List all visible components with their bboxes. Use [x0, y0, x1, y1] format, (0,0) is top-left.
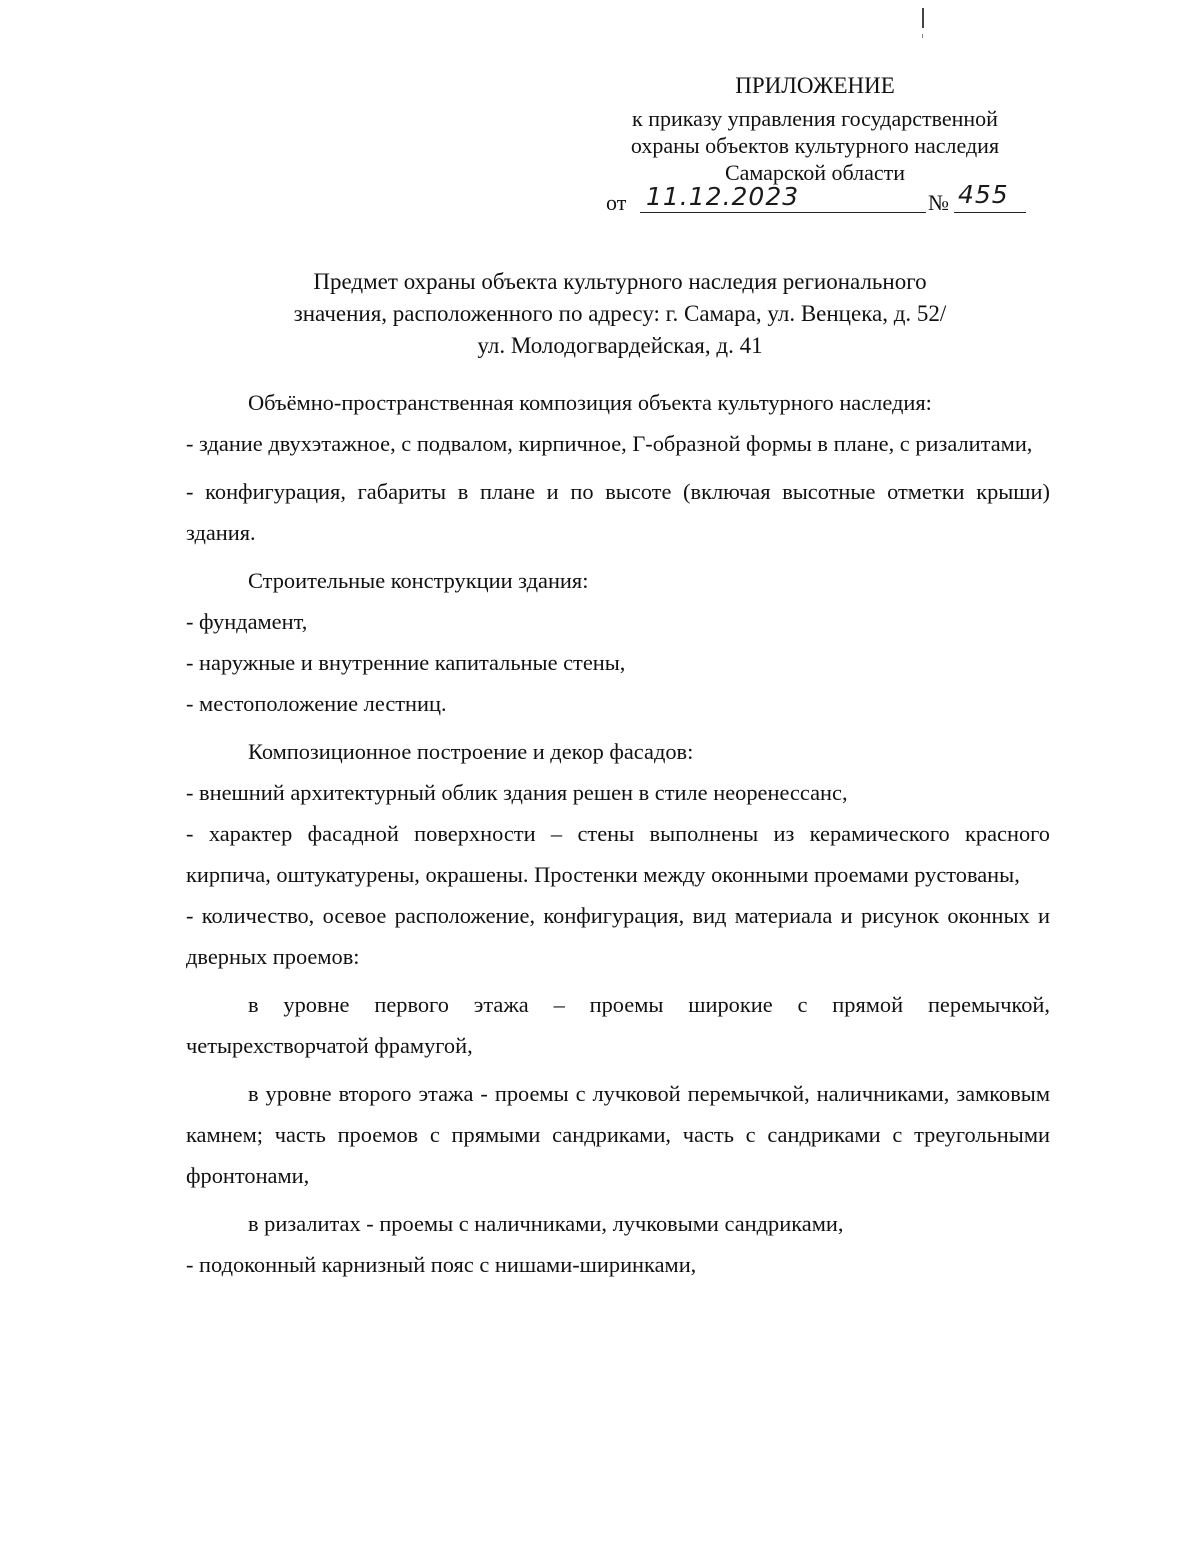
- appendix-subtitle: [600, 105, 1030, 186]
- appendix-line-2: охраны объектов культурного наследия: [630, 133, 1000, 158]
- document-body: [186, 382, 1050, 1285]
- appendix-line-1: к приказу управления государственной: [632, 106, 998, 131]
- title-line-3: ул. Молодогвардейская, д. 41: [477, 333, 763, 358]
- list-item: - подоконный карнизный пояс с нишами-ширинками,: [186, 1252, 697, 1277]
- list-item: - внешний архитектурный облик здания решен в стиле неоренессанс,: [186, 780, 848, 805]
- list-item: - местоположение лестниц.: [186, 691, 447, 716]
- document-title: [230, 266, 1010, 362]
- appendix-line-3: Самарской области: [724, 160, 906, 185]
- order-date-handwritten: 11.12.2023: [646, 182, 800, 211]
- order-number-label: №: [928, 190, 949, 215]
- list-item: - характер фасадной поверхности – стены выполнены из керамического красного кирпича, оштукатурены, окрашены. Простенки между оконными проемами рустованы,: [186, 821, 1050, 887]
- section-heading-structures: Строительные конструкции здания:: [248, 568, 589, 593]
- list-subitem: в уровне второго этажа - проемы с лучковой перемычкой, наличниками, замковым камнем; часть проемов с прямыми сандриками, часть с сандриками с треугольными фронтонами,: [186, 1081, 1050, 1188]
- title-line-1: Предмет охраны объекта культурного наследия регионального: [313, 269, 927, 294]
- scan-mark-dot: [922, 34, 923, 38]
- list-item: - количество, осевое расположение, конфигурация, вид материала и рисунок оконных и дверных проемов:: [186, 903, 1050, 969]
- order-date-label: от: [606, 190, 627, 215]
- list-item: - фундамент,: [186, 609, 308, 634]
- section-heading-composition: Объёмно-пространственная композиция объекта культурного наследия:: [248, 390, 932, 415]
- list-item: - здание двухэтажное, с подвалом, кирпичное, Г-образной формы в плане, с ризалитами,: [186, 431, 1033, 456]
- title-line-2: значения, расположенного по адресу: г. Самара, ул. Венцека, д. 52/: [293, 301, 947, 326]
- order-number-underline: [954, 212, 1026, 213]
- section-heading-facades: Композиционное построение и декор фасадов:: [248, 739, 694, 764]
- order-number-handwritten: 455: [958, 180, 1009, 209]
- list-subitem: в ризалитах - проемы с наличниками, лучковыми сандриками,: [248, 1211, 844, 1236]
- list-subitem: в уровне первого этажа – проемы широкие с прямой перемычкой, четырехстворчатой фрамугой,: [186, 992, 1050, 1058]
- scan-mark: [922, 8, 924, 28]
- appendix-title: ПРИЛОЖЕНИЕ: [735, 73, 895, 98]
- list-item: - наружные и внутренние капитальные стены,: [186, 650, 626, 675]
- order-line: [606, 180, 1030, 216]
- list-item: - конфигурация, габариты в плане и по высоте (включая высотные отметки крыши) здания.: [186, 479, 1050, 545]
- appendix-block: [600, 72, 1030, 99]
- order-date-underline: [640, 212, 926, 213]
